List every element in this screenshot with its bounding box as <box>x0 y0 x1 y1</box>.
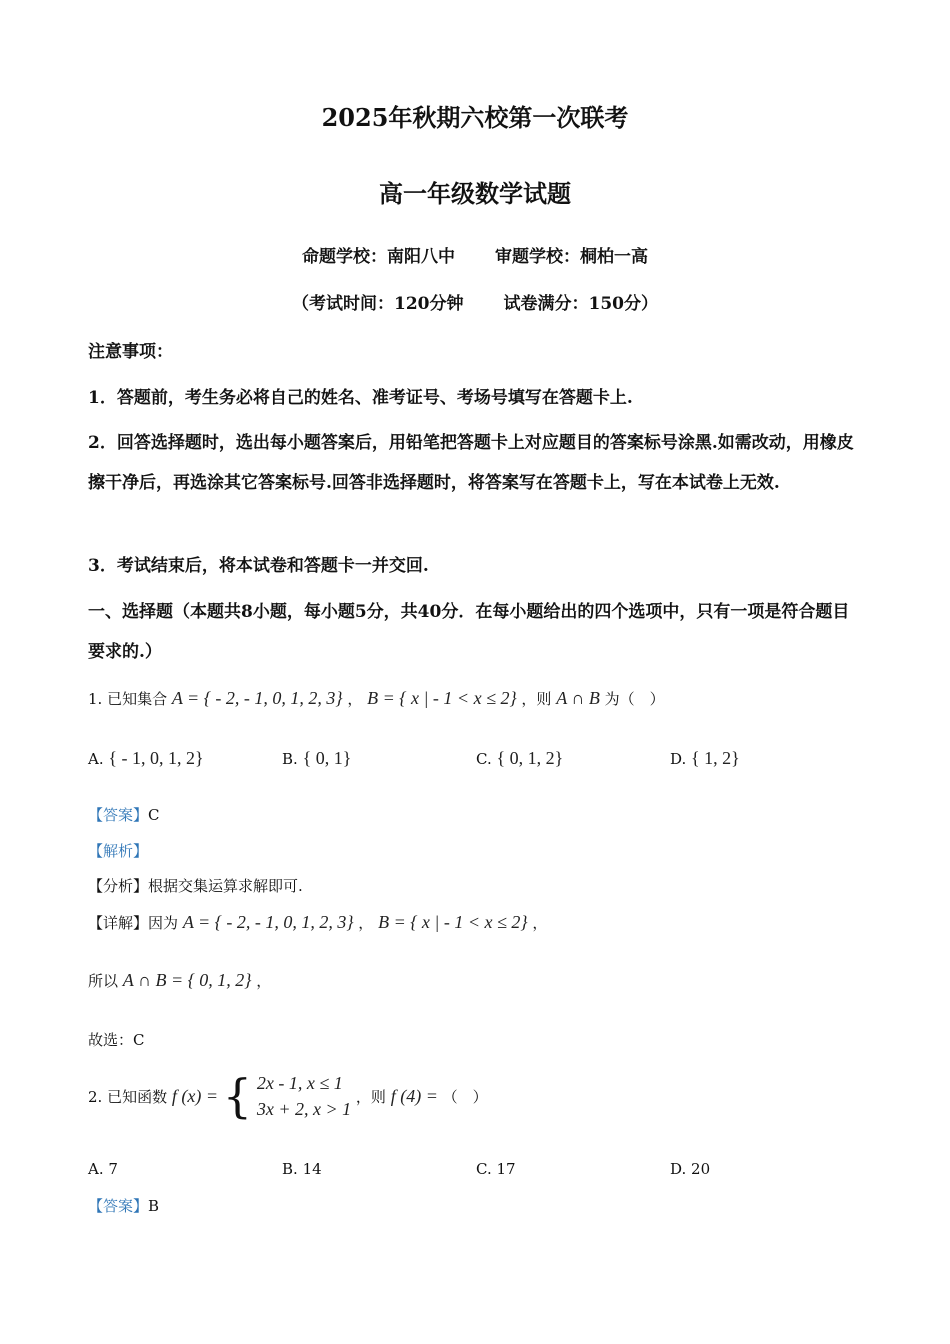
q1-answer: 【答案】C <box>88 806 160 824</box>
q1-analysis-tag: 【解析】 <box>88 842 149 860</box>
intersection-expr: A ∩ B <box>556 688 600 708</box>
exam-time: （考试时间：120分钟 <box>292 294 464 314</box>
answer-tag: 【答案】 <box>88 806 149 824</box>
q1-so: 所以 A ∩ B = { 0, 1, 2} ， <box>88 970 272 990</box>
q2-option-b[interactable]: B. 14 <box>282 1160 322 1178</box>
q1-choose: 故选：C <box>88 1031 145 1049</box>
q1-option-a[interactable]: A. { - 1, 0, 1, 2} <box>88 748 204 768</box>
q1-fenxi: 【分析】根据交集运算求解即可. <box>88 877 303 895</box>
exam-title: 2025年秋期六校第一次联考 <box>321 103 629 132</box>
time-score-line <box>0 289 950 314</box>
q1-option-d[interactable]: D. { 1, 2} <box>670 748 740 768</box>
q1-detail: 【详解】因为 A = { - 2, - 1, 0, 1, 2, 3} ， B = { x | - 1 < x ≤ 2} ， <box>88 912 548 932</box>
compose-school: 命题学校：南阳八中 <box>302 247 455 267</box>
piecewise-brace: { <box>222 1069 253 1123</box>
set-a-expr: A = { - 2, - 1, 0, 1, 2, 3} <box>171 688 343 708</box>
q2-option-a[interactable]: A. 7 <box>88 1160 118 1178</box>
notice-item-3: 3．考试结束后，将本试卷和答题卡一并交回. <box>88 556 429 576</box>
question-1-stem: 1. 已知集合 A = { - 2, - 1, 0, 1, 2, 3} ， B = { x | - 1 < x ≤ 2} ，则 A ∩ B 为（ ） <box>88 688 665 708</box>
notice-item-1: 1．答题前，考生务必将自己的姓名、准考证号、考场号填写在答题卡上. <box>88 388 633 408</box>
section-heading: 一、选择题（本题共8小题，每小题5分，共40分．在每小题给出的四个选项中，只有一项是符合题目要求的.） <box>88 602 850 662</box>
q1-option-c[interactable]: C. { 0, 1, 2} <box>476 748 564 768</box>
piecewise-cases: 2x - 1, x ≤ 1 3x + 2, x > 1 <box>256 1073 352 1119</box>
q2-option-d[interactable]: D. 20 <box>670 1160 711 1178</box>
exam-subtitle: 高一年级数学试题 <box>379 179 571 208</box>
school-line <box>0 242 950 267</box>
question-2-stem: 2. 已知函数 f (x) = { 2x - 1, x ≤ 1 3x + 2, x > 1 ，则 f (4) = （ ） <box>88 1069 488 1123</box>
full-score: 试卷满分：150分） <box>503 294 658 314</box>
notice-heading: 注意事项： <box>88 342 173 362</box>
function-f: f (x) = <box>171 1085 218 1106</box>
set-b-expr: B = { x | - 1 < x ≤ 2} <box>367 688 517 708</box>
notice-item-2: 2．回答选择题时，选出每小题答案后，用铅笔把答题卡上对应题目的答案标号涂黑.如需改动，用橡皮擦干净后，再选涂其它答案标号.回答非选择题时，将答案写在答题卡上，写在本试卷上无效. <box>88 433 854 493</box>
q1-option-b[interactable]: B. { 0, 1} <box>282 748 352 768</box>
f-of-4: f (4) = <box>390 1085 438 1106</box>
q2-option-c[interactable]: C. 17 <box>476 1160 516 1178</box>
review-school: 审题学校：桐柏一高 <box>495 247 648 267</box>
answer-tag: 【答案】 <box>88 1197 149 1215</box>
q2-answer: 【答案】B <box>88 1197 160 1215</box>
